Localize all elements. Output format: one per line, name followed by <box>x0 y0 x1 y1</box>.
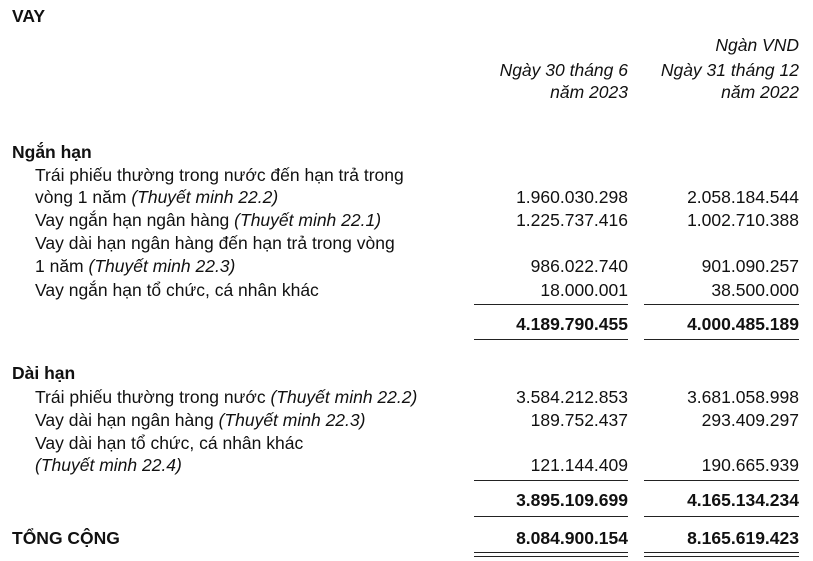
value-2022: 2.058.184.544 <box>687 187 799 207</box>
row-label-line1: Vay dài hạn tổ chức, cá nhân khác <box>35 433 304 453</box>
value-2022: 190.665.939 <box>701 455 799 475</box>
column-header-2022 <box>661 59 799 103</box>
unit-label: Ngàn VND <box>715 35 799 55</box>
subtotal-2023: 3.895.109.699 <box>516 490 628 510</box>
column-header-2022-line1: Ngày 31 tháng 12 <box>660 60 799 80</box>
subtotal-2022: 4.000.485.189 <box>687 314 799 334</box>
value-2023: 1.960.030.298 <box>516 187 628 207</box>
subtotal-2023: 4.189.790.455 <box>516 314 628 334</box>
value-2022: 901.090.257 <box>701 256 799 276</box>
value-2022: 3.681.058.998 <box>687 387 799 407</box>
divider <box>644 304 799 305</box>
value-2023: 121.144.409 <box>530 455 628 475</box>
divider <box>474 516 628 517</box>
double-underline <box>474 552 628 557</box>
row-label-text: Vay ngắn hạn ngân hàng <box>35 210 235 230</box>
column-header-2023-line1: Ngày 30 tháng 6 <box>499 60 628 80</box>
row-label <box>35 387 417 408</box>
total-2022: 8.165.619.423 <box>687 528 799 548</box>
column-header-2023 <box>500 59 628 103</box>
value-2023: 189.752.437 <box>530 410 628 430</box>
divider <box>644 480 799 481</box>
row-label-line2 <box>35 187 278 208</box>
row-note: (Thuyết minh 22.2) <box>131 187 279 207</box>
divider <box>474 339 628 340</box>
total-label: TỔNG CỘNG <box>12 528 120 548</box>
row-note: (Thuyết minh 22.4) <box>35 455 182 475</box>
row-label-line1: Trái phiếu thường trong nước đến hạn trả trong <box>35 165 404 185</box>
row-note: (Thuyết minh 22.1) <box>234 210 382 230</box>
row-label: Vay ngắn hạn tổ chức, cá nhân khác <box>35 280 319 300</box>
row-label-text: 1 năm <box>35 256 89 276</box>
divider <box>644 516 799 517</box>
row-label <box>35 410 365 431</box>
value-2022: 38.500.000 <box>711 280 799 300</box>
column-header-2023-line2: năm 2023 <box>550 82 628 102</box>
divider <box>474 304 628 305</box>
subtotal-2022: 4.165.134.234 <box>687 490 799 510</box>
page-title: VAY <box>12 6 46 26</box>
row-label-line1: Vay dài hạn ngân hàng đến hạn trả trong vòng <box>35 233 395 253</box>
total-2023: 8.084.900.154 <box>516 528 628 548</box>
section-heading-short-term: Ngắn hạn <box>12 142 92 162</box>
row-label-line2 <box>35 256 235 277</box>
row-label <box>35 210 381 231</box>
divider <box>474 480 628 481</box>
column-header-2022-line2: năm 2022 <box>721 82 799 102</box>
row-note: (Thuyết minh 22.3) <box>88 256 236 276</box>
row-label-text: vòng 1 năm <box>35 187 132 207</box>
value-2022: 1.002.710.388 <box>687 210 799 230</box>
divider <box>644 339 799 340</box>
row-note: (Thuyết minh 22.3) <box>218 410 366 430</box>
value-2023: 3.584.212.853 <box>516 387 628 407</box>
double-underline <box>644 552 799 557</box>
value-2023: 18.000.001 <box>540 280 628 300</box>
row-note: (Thuyết minh 22.2) <box>270 387 418 407</box>
value-2023: 986.022.740 <box>530 256 628 276</box>
value-2023: 1.225.737.416 <box>516 210 628 230</box>
row-label-text: Trái phiếu thường trong nước <box>35 387 271 407</box>
value-2022: 293.409.297 <box>701 410 799 430</box>
row-label-text: Vay dài hạn ngân hàng <box>35 410 219 430</box>
section-heading-long-term: Dài hạn <box>12 363 76 383</box>
